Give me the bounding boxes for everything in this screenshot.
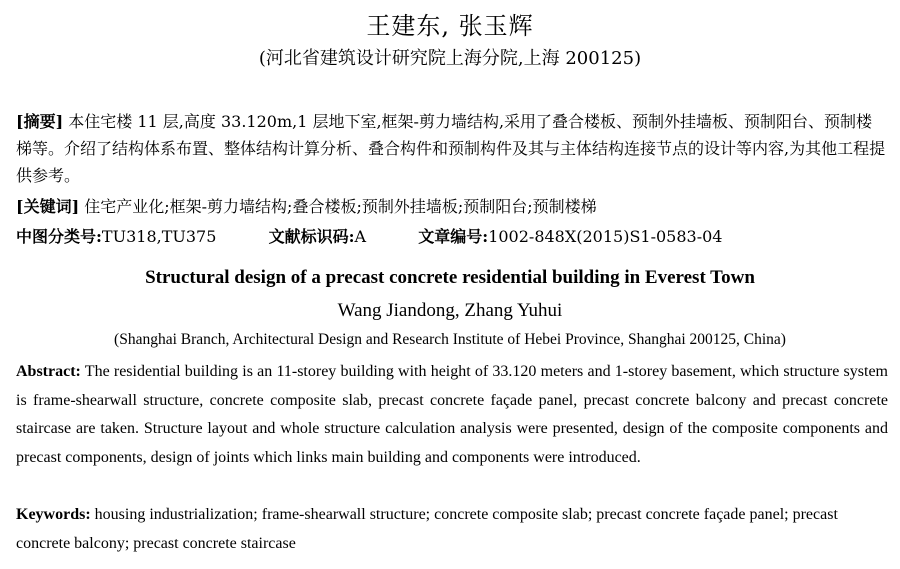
clc-value: TU318,TU375 xyxy=(101,227,217,246)
clc-label: 中图分类号: xyxy=(16,227,102,246)
en-abstract-label: Abstract: xyxy=(16,363,81,380)
en-keywords-label: Keywords: xyxy=(16,506,91,523)
article-no-label: 文章编号: xyxy=(418,227,489,246)
en-abstract xyxy=(16,358,888,472)
en-affiliation: (Shanghai Branch, Architectural Design and Research Institute of Hebei Province, Shanghai 200125, China) xyxy=(114,331,786,348)
en-keywords xyxy=(16,500,888,558)
cn-keywords-label: [关键词] xyxy=(16,197,80,216)
doc-code-value: A xyxy=(354,227,367,246)
en-abstract-text: The residential building is an 11-storey building with height of 33.120 meters and 1-storey basement, which structure system is frame-shearwall structure, concrete composite slab, precast concrete façade panel, precast concrete balcony and precast concrete staircase are taken. Structure layout and whole structure calculation analysis were presented, design of the composite components and precast components, design of joints which links main building and components were introduced. xyxy=(16,363,888,466)
cn-keywords xyxy=(16,194,888,217)
cn-authors: 王建东, 张玉辉 xyxy=(366,12,534,40)
article-no-value: 1002-848X(2015)S1-0583-04 xyxy=(488,227,723,246)
cn-abstract-text: 本住宅楼 11 层,高度 33.120m,1 层地下室,框架-剪力墙结构,采用了叠合楼板、预制外挂墙板、预制阳台、预制楼梯等。介绍了结构体系布置、整体结构计算分析、叠合构件和预制构件及其与主体结构连接节点的设计等内容,为其他工程提供参考。 xyxy=(16,112,886,185)
en-authors: Wang Jiandong, Zhang Yuhui xyxy=(337,300,563,321)
cn-classification-line xyxy=(16,224,888,247)
cn-affiliation: (河北省建筑设计研究院上海分院,上海 200125) xyxy=(258,48,642,69)
cn-keywords-text: 住宅产业化;框架-剪力墙结构;叠合楼板;预制外挂墙板;预制阳台;预制楼梯 xyxy=(84,197,597,216)
en-keywords-text: housing industrialization; frame-shearwall structure; concrete composite slab; precast concrete façade panel; precast concrete balcony; precast concrete staircase xyxy=(16,506,838,552)
doc-code-label: 文献标识码: xyxy=(268,227,355,246)
en-title: Structural design of a precast concrete residential building in Everest Town xyxy=(145,267,755,288)
cn-abstract-label: [摘要] xyxy=(16,112,64,131)
cn-abstract xyxy=(16,108,888,189)
